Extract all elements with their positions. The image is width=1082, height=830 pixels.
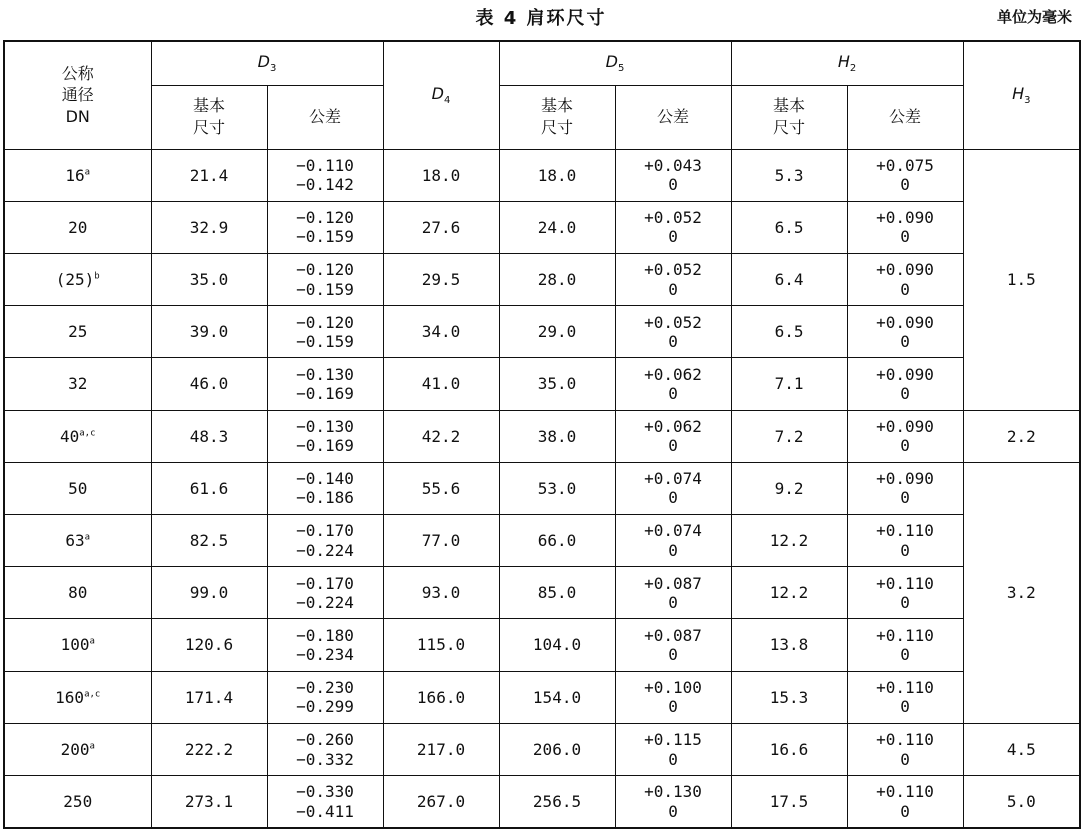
header-d3: $D_3$ xyxy=(151,41,383,85)
d5-basic-size-cell: 35.0 xyxy=(499,358,615,410)
d3-tolerance-cell: −0.230 −0.299 xyxy=(267,671,383,723)
d4-cell: 93.0 xyxy=(383,567,499,619)
table-body xyxy=(4,149,1080,828)
header-d5-basic-size: 基本 尺寸 xyxy=(499,85,615,149)
header-row-2 xyxy=(4,85,1080,149)
d5-basic-size-cell: 85.0 xyxy=(499,567,615,619)
d3-tolerance-cell: −0.130 −0.169 xyxy=(267,410,383,462)
d5-basic-size-cell: 66.0 xyxy=(499,515,615,567)
header-d3-tolerance: 公差 xyxy=(267,85,383,149)
d5-tolerance-cell: +0.100 0 xyxy=(615,671,731,723)
h2-tolerance-cell: +0.075 0 xyxy=(847,149,963,201)
d3-basic-size-cell: 48.3 xyxy=(151,410,267,462)
h2-tolerance-cell: +0.110 0 xyxy=(847,567,963,619)
dn-cell: 160$^{a,c}$ xyxy=(4,671,151,723)
d4-cell: 166.0 xyxy=(383,671,499,723)
d3-tolerance-cell: −0.180 −0.234 xyxy=(267,619,383,671)
d5-tolerance-cell: +0.062 0 xyxy=(615,358,731,410)
d3-basic-size-cell: 120.6 xyxy=(151,619,267,671)
h2-basic-size-cell: 15.3 xyxy=(731,671,847,723)
header-d5: $D_5$ xyxy=(499,41,731,85)
d4-cell: 34.0 xyxy=(383,306,499,358)
header-h2-tolerance: 公差 xyxy=(847,85,963,149)
d5-tolerance-cell: +0.052 0 xyxy=(615,306,731,358)
d3-basic-size-cell: 46.0 xyxy=(151,358,267,410)
d5-tolerance-cell: +0.074 0 xyxy=(615,515,731,567)
d4-cell: 29.5 xyxy=(383,253,499,305)
h2-basic-size-cell: 16.6 xyxy=(731,723,847,775)
d3-tolerance-cell: −0.120 −0.159 xyxy=(267,306,383,358)
d5-tolerance-cell: +0.087 0 xyxy=(615,567,731,619)
table-row xyxy=(4,567,1080,619)
footnote-marker: a,c xyxy=(79,428,96,439)
table-row xyxy=(4,619,1080,671)
d4-cell: 55.6 xyxy=(383,462,499,514)
d5-basic-size-cell: 18.0 xyxy=(499,149,615,201)
h3-cell: 5.0 xyxy=(963,776,1080,828)
dn-cell: 80 xyxy=(4,567,151,619)
h2-tolerance-cell: +0.110 0 xyxy=(847,723,963,775)
d4-cell: 27.6 xyxy=(383,201,499,253)
h2-basic-size-cell: 7.2 xyxy=(731,410,847,462)
h2-tolerance-cell: +0.110 0 xyxy=(847,776,963,828)
d5-basic-size-cell: 28.0 xyxy=(499,253,615,305)
unit-note: 单位为毫米 xyxy=(996,8,1072,26)
d3-basic-size-cell: 82.5 xyxy=(151,515,267,567)
d3-basic-size-cell: 99.0 xyxy=(151,567,267,619)
d3-basic-size-cell: 61.6 xyxy=(151,462,267,514)
h2-basic-size-cell: 7.1 xyxy=(731,358,847,410)
h2-basic-size-cell: 5.3 xyxy=(731,149,847,201)
dn-cell: 25 xyxy=(4,306,151,358)
h2-tolerance-cell: +0.090 0 xyxy=(847,201,963,253)
header-d5-tolerance: 公差 xyxy=(615,85,731,149)
d4-cell: 41.0 xyxy=(383,358,499,410)
d5-basic-size-cell: 29.0 xyxy=(499,306,615,358)
h2-tolerance-cell: +0.090 0 xyxy=(847,462,963,514)
table-title: 表 4 肩环尺寸 xyxy=(475,8,607,29)
d3-basic-size-cell: 171.4 xyxy=(151,671,267,723)
h2-tolerance-cell: +0.090 0 xyxy=(847,306,963,358)
d5-tolerance-cell: +0.043 0 xyxy=(615,149,731,201)
d4-cell: 18.0 xyxy=(383,149,499,201)
h2-basic-size-cell: 12.2 xyxy=(731,515,847,567)
d5-basic-size-cell: 206.0 xyxy=(499,723,615,775)
d5-tolerance-cell: +0.062 0 xyxy=(615,410,731,462)
table-row xyxy=(4,253,1080,305)
table-row xyxy=(4,515,1080,567)
footnote-marker: a,c xyxy=(84,689,101,700)
d3-tolerance-cell: −0.170 −0.224 xyxy=(267,515,383,567)
d5-basic-size-cell: 104.0 xyxy=(499,619,615,671)
d3-tolerance-cell: −0.130 −0.169 xyxy=(267,358,383,410)
d3-basic-size-cell: 39.0 xyxy=(151,306,267,358)
h3-cell: 1.5 xyxy=(963,149,1080,410)
d3-basic-size-cell: 21.4 xyxy=(151,149,267,201)
shoulder-ring-dimensions-table xyxy=(3,40,1081,829)
d3-tolerance-cell: −0.170 −0.224 xyxy=(267,567,383,619)
dn-cell: 50 xyxy=(4,462,151,514)
dn-cell: 40$^{a,c}$ xyxy=(4,410,151,462)
d5-basic-size-cell: 154.0 xyxy=(499,671,615,723)
d3-tolerance-cell: −0.330 −0.411 xyxy=(267,776,383,828)
table-row xyxy=(4,671,1080,723)
header-d3-basic-size: 基本 尺寸 xyxy=(151,85,267,149)
d3-tolerance-cell: −0.120 −0.159 xyxy=(267,253,383,305)
d3-tolerance-cell: −0.140 −0.186 xyxy=(267,462,383,514)
footnote-marker: a xyxy=(84,532,91,543)
d5-basic-size-cell: 53.0 xyxy=(499,462,615,514)
header-dn-line-2: 通径 xyxy=(61,85,94,105)
d3-basic-size-cell: 32.9 xyxy=(151,201,267,253)
dn-cell: $(25)^b$ xyxy=(4,253,151,305)
dn-cell: 250 xyxy=(4,776,151,828)
footnote-marker: a xyxy=(89,637,95,648)
table-caption xyxy=(0,0,1082,38)
header-h2: $H_2$ xyxy=(731,41,963,85)
dn-cell: 32 xyxy=(4,358,151,410)
header-row-1 xyxy=(4,41,1080,85)
header-h2-basic-size: 基本 尺寸 xyxy=(731,85,847,149)
d5-basic-size-cell: 38.0 xyxy=(499,410,615,462)
header-d4: $D_4$ xyxy=(383,41,499,149)
table-row xyxy=(4,462,1080,514)
table-row xyxy=(4,201,1080,253)
dn-cell: 200$^a$ xyxy=(4,723,151,775)
header-dn xyxy=(4,41,151,149)
header-h3: $H_3$ xyxy=(963,41,1080,149)
footnote-marker: a xyxy=(84,167,91,178)
header-dn-line-3: DN xyxy=(65,107,90,127)
table-row xyxy=(4,776,1080,828)
h2-basic-size-cell: 9.2 xyxy=(731,462,847,514)
d3-tolerance-cell: −0.120 −0.159 xyxy=(267,201,383,253)
h3-cell: 2.2 xyxy=(963,410,1080,462)
d5-tolerance-cell: +0.087 0 xyxy=(615,619,731,671)
d4-cell: 267.0 xyxy=(383,776,499,828)
h2-tolerance-cell: +0.090 0 xyxy=(847,410,963,462)
table-row xyxy=(4,723,1080,775)
dn-cell: 63$^a$ xyxy=(4,515,151,567)
d3-tolerance-cell: −0.260 −0.332 xyxy=(267,723,383,775)
h2-basic-size-cell: 17.5 xyxy=(731,776,847,828)
h2-tolerance-cell: +0.110 0 xyxy=(847,515,963,567)
d5-basic-size-cell: 256.5 xyxy=(499,776,615,828)
d4-cell: 42.2 xyxy=(383,410,499,462)
dn-cell: 20 xyxy=(4,201,151,253)
d5-tolerance-cell: +0.074 0 xyxy=(615,462,731,514)
footnote-marker: b xyxy=(94,271,100,282)
d5-tolerance-cell: +0.130 0 xyxy=(615,776,731,828)
footnote-marker: a xyxy=(89,741,95,752)
dn-cell: 16$^a$ xyxy=(4,149,151,201)
table-row xyxy=(4,306,1080,358)
table-row xyxy=(4,358,1080,410)
h2-basic-size-cell: 13.8 xyxy=(731,619,847,671)
d3-basic-size-cell: 222.2 xyxy=(151,723,267,775)
h3-cell: 3.2 xyxy=(963,462,1080,723)
table-row xyxy=(4,410,1080,462)
d4-cell: 115.0 xyxy=(383,619,499,671)
h2-tolerance-cell: +0.090 0 xyxy=(847,253,963,305)
d5-tolerance-cell: +0.115 0 xyxy=(615,723,731,775)
h2-basic-size-cell: 6.5 xyxy=(731,306,847,358)
h2-tolerance-cell: +0.110 0 xyxy=(847,619,963,671)
h2-basic-size-cell: 6.4 xyxy=(731,253,847,305)
table-row xyxy=(4,149,1080,201)
h2-tolerance-cell: +0.090 0 xyxy=(847,358,963,410)
h3-cell: 4.5 xyxy=(963,723,1080,775)
dn-cell: 100$^a$ xyxy=(4,619,151,671)
header-dn-line-1: 公称 xyxy=(61,63,94,83)
d4-cell: 217.0 xyxy=(383,723,499,775)
d5-basic-size-cell: 24.0 xyxy=(499,201,615,253)
d5-tolerance-cell: +0.052 0 xyxy=(615,253,731,305)
h2-basic-size-cell: 12.2 xyxy=(731,567,847,619)
d3-tolerance-cell: −0.110 −0.142 xyxy=(267,149,383,201)
d5-tolerance-cell: +0.052 0 xyxy=(615,201,731,253)
h2-basic-size-cell: 6.5 xyxy=(731,201,847,253)
d3-basic-size-cell: 35.0 xyxy=(151,253,267,305)
h2-tolerance-cell: +0.110 0 xyxy=(847,671,963,723)
d3-basic-size-cell: 273.1 xyxy=(151,776,267,828)
d4-cell: 77.0 xyxy=(383,515,499,567)
